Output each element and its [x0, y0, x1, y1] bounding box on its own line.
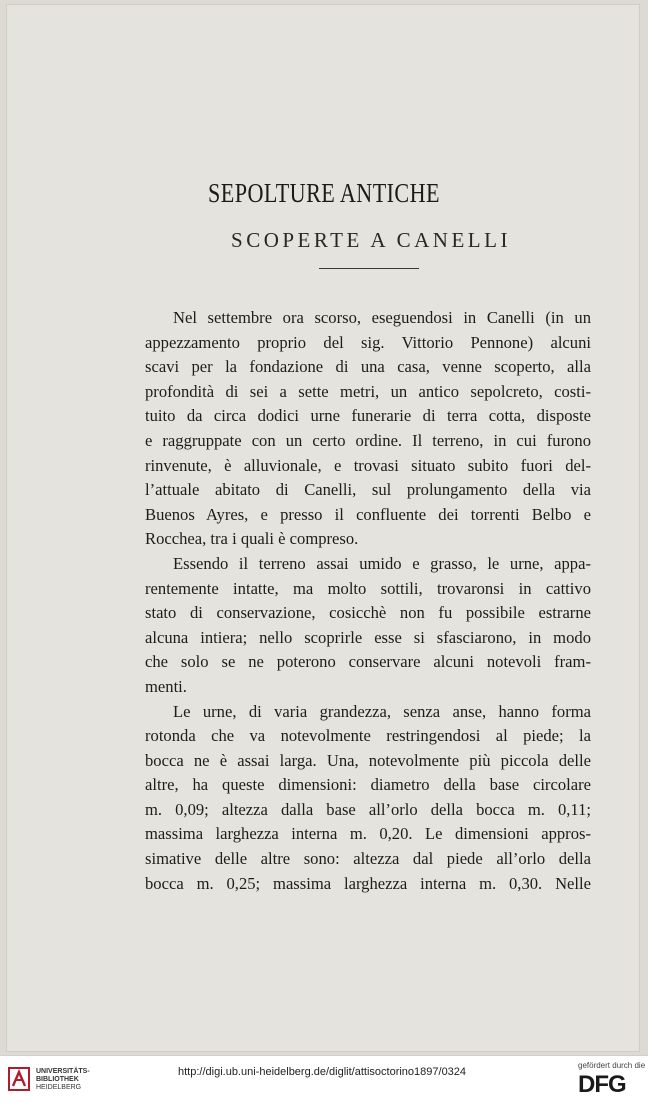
page-title: SEPOLTURE ANTICHE	[208, 178, 440, 208]
library-name-line: HEIDELBERG	[36, 1084, 82, 1091]
text-line: l’attuale abitato di Canelli, sul prolungamento della via	[145, 480, 591, 500]
dfg-logo: DFG	[578, 1071, 626, 1098]
text-line: Le urne, di varia grandezza, senza anse, hanno forma	[173, 701, 591, 721]
text-line: menti.	[145, 676, 187, 696]
text-line: massima larghezza interna m. 0,20. Le dimensioni appros-	[145, 824, 591, 844]
text-line: Rocchea, tra i quali è compreso.	[145, 529, 359, 549]
text-line: altre, ha queste dimensioni: diametro della base circolare	[145, 775, 591, 795]
text-line: Buenos Ayres, e presso il confluente dei torrenti Belbo e	[145, 504, 591, 524]
text-line: bocca m. 0,25; massima larghezza interna m. 0,30. Nelle	[145, 873, 591, 893]
text-line: appezzamento proprio del sig. Vittorio Pennone) alcuni	[145, 332, 591, 352]
library-name	[36, 1068, 90, 1092]
library-name-line: UNIVERSITÄTS-	[36, 1068, 90, 1075]
text-line: tuito da circa dodici urne funerarie di terra cotta, disposte	[145, 406, 591, 426]
text-line: rinvenute, è alluvionale, e trovasi situato subito fuori del-	[145, 455, 591, 475]
text-line: rentemente intatte, ma molto sottili, trovaronsi in cattivo	[145, 578, 591, 598]
footer-bar	[0, 1055, 648, 1103]
text-line: Essendo il terreno assai umido e grasso, le urne, appa-	[173, 553, 591, 573]
text-line: simative delle altre sono: altezza dal piede all’orlo della	[145, 849, 591, 869]
funder-note: gefördert durch die	[578, 1061, 646, 1070]
permalink-url[interactable]: http://digi.ub.uni-heidelberg.de/diglit/attisoctorino1897/0324	[178, 1066, 467, 1078]
text-line: scavi per la fondazione di una casa, venne scoperto, alla	[145, 357, 591, 377]
article-body	[145, 306, 591, 896]
library-name-line: BIBLIOTHEK	[36, 1076, 79, 1083]
page-subtitle: SCOPERTE A CANELLI	[231, 228, 511, 252]
ub-heidelberg-logo-icon	[8, 1066, 30, 1092]
text-line: rotonda che va notevolmente restringendosi al piede; la	[145, 726, 591, 746]
title-divider	[319, 268, 419, 269]
text-line: Nel settembre ora scorso, eseguendosi in Canelli (in un	[173, 308, 591, 327]
text-line: e raggruppate con un certo ordine. Il terreno, in cui furono	[145, 430, 591, 450]
text-line: stato di conservazione, cosicchè non fu possibile estrarne	[145, 603, 591, 623]
text-line: alcuna intiera; nello scoprirle esse si sfasciarono, in modo	[145, 627, 591, 647]
text-line: che solo se ne poterono conservare alcuni notevoli fram-	[145, 652, 591, 672]
text-line: profondità di sei a sette metri, un antico sepolcreto, costi-	[145, 381, 591, 401]
text-line: bocca ne è assai larga. Una, notevolmente più piccola delle	[145, 750, 591, 770]
text-line: m. 0,09; altezza dalla base all’orlo della bocca m. 0,11;	[145, 799, 591, 819]
